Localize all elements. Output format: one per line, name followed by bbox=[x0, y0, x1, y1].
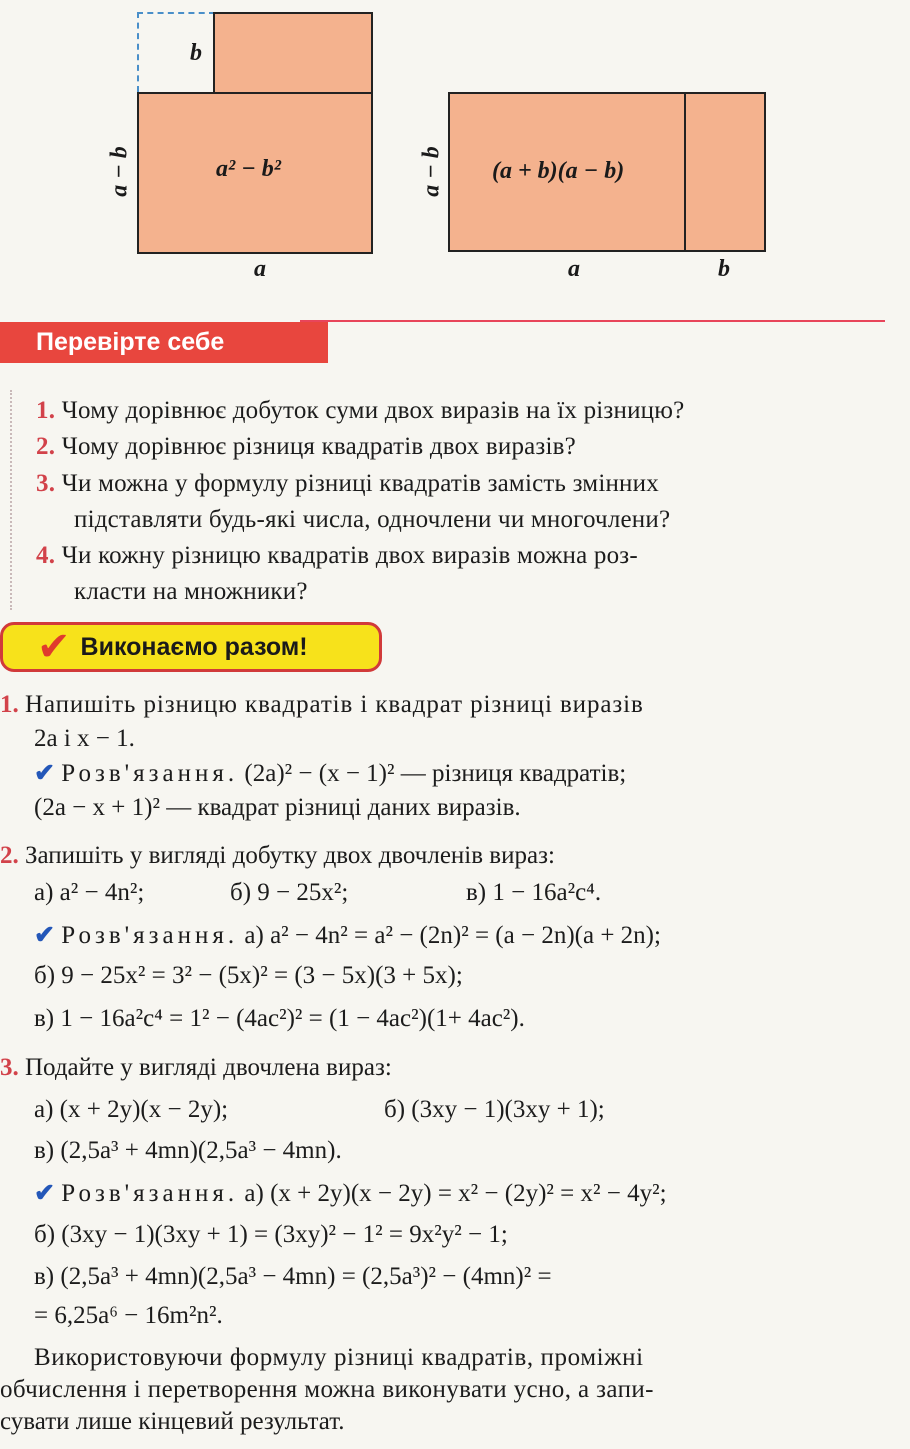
task-3-solution bbox=[34, 1176, 667, 1212]
task-2-item-c: в) 1 − 16a²c⁴. bbox=[466, 879, 602, 906]
check-question-3-cont: підставляти будь-які числа, одночлени чи многочлени? bbox=[74, 506, 671, 533]
solution-word: Розв'язання. bbox=[61, 922, 239, 949]
solution-line: а) (x + 2y)(x − 2y) = x² − (2y)² = x² − 4y²; bbox=[244, 1180, 667, 1207]
solution-word: Розв'язання. bbox=[61, 760, 239, 787]
task-2-solution-c: в) 1 − 16a²c⁴ = 1² − (4ac²)² = (1 − 4ac²)(1+ 4ac²). bbox=[34, 1005, 525, 1032]
task-2-solution-b: б) 9 − 25x² = 3² − (5x)² = (3 − 5x)(3 + 5x); bbox=[34, 962, 463, 989]
check-mark-icon: ✔ bbox=[34, 1180, 55, 1207]
task-3-item-c: в) (2,5a³ + 4mn)(2,5a³ − 4mn). bbox=[34, 1137, 342, 1164]
label-area-right: (a + b)(a − b) bbox=[492, 158, 625, 184]
task-1-solution bbox=[34, 756, 626, 792]
figure-left bbox=[0, 0, 400, 290]
check-question-4-cont: класти на множники? bbox=[74, 578, 308, 605]
label-area-left: a² − b² bbox=[216, 156, 281, 182]
closing-line-3: сувати лише кінцевий результат. bbox=[0, 1408, 345, 1435]
check-question-2 bbox=[36, 430, 576, 464]
task-prompt-line: Подайте у вигляді двочлена вираз: bbox=[25, 1054, 392, 1081]
question-number: 1. bbox=[36, 397, 56, 424]
task-3-item-b: б) (3xy − 1)(3xy + 1); bbox=[384, 1096, 605, 1123]
task-3-solution-b: б) (3xy − 1)(3xy + 1) = (3xy)² − 1² = 9x²y² − 1; bbox=[34, 1221, 508, 1248]
check-mark-icon: ✔ bbox=[34, 922, 55, 949]
solution-line: а) a² − 4n² = a² − (2n)² = (a − 2n)(a + 2n); bbox=[244, 922, 661, 949]
task-3-prompt bbox=[0, 1050, 392, 1086]
label-bottom-right-b: b bbox=[718, 256, 730, 282]
small-square bbox=[213, 12, 373, 94]
dashed-corner bbox=[137, 12, 215, 92]
divider-line bbox=[684, 92, 686, 252]
task-number: 3. bbox=[0, 1054, 19, 1081]
label-bottom-right-a: a bbox=[568, 256, 580, 282]
label-b: b bbox=[190, 40, 202, 66]
task-1-prompt bbox=[0, 687, 644, 723]
side-dots bbox=[10, 390, 20, 610]
check-question-1 bbox=[36, 394, 684, 428]
question-text: Чи можна у формулу різниці квадратів замість змінних bbox=[61, 470, 659, 497]
task-1-solution-cont: (2a − x + 1)² — квадрат різниці даних виразів. bbox=[34, 794, 521, 821]
question-text: Чому дорівнює різниця квадратів двох виразів? bbox=[61, 433, 576, 460]
check-question-4 bbox=[36, 539, 638, 573]
task-3-solution-d: = 6,25a⁶ − 16m²n². bbox=[34, 1302, 223, 1329]
question-number: 2. bbox=[36, 433, 56, 460]
solution-word: Розв'язання. bbox=[61, 1180, 239, 1207]
together-banner bbox=[0, 622, 382, 672]
task-1-prompt-cont: 2a і x − 1. bbox=[34, 725, 135, 752]
task-prompt-line: Запишіть у вигляді добутку двох двочленів вираз: bbox=[25, 842, 555, 869]
check-question-3 bbox=[36, 467, 659, 501]
question-number: 3. bbox=[36, 470, 56, 497]
label-bottom-left: a bbox=[254, 256, 266, 282]
task-3-item-a: а) (x + 2y)(x − 2y); bbox=[34, 1096, 229, 1123]
task-number: 1. bbox=[0, 691, 19, 718]
question-text: Чому дорівнює добуток суми двох виразів на їх різницю? bbox=[61, 397, 685, 424]
section-title: Перевірте себе bbox=[0, 322, 328, 363]
label-side-right: a − b bbox=[418, 146, 445, 197]
closing-line-1: Використовуючи формулу різниці квадратів, проміжні bbox=[34, 1344, 644, 1371]
task-number: 2. bbox=[0, 842, 19, 869]
label-side-left: a − b bbox=[106, 146, 133, 197]
figure-right bbox=[400, 0, 800, 290]
closing-line-2: обчислення і перетворення можна виконувати усно, а запи- bbox=[0, 1376, 654, 1403]
section-divider bbox=[300, 320, 885, 322]
check-mark-icon: ✔ bbox=[34, 760, 55, 787]
task-3-solution-c: в) (2,5a³ + 4mn)(2,5a³ − 4mn) = (2,5a³)² − (4mn)² = bbox=[34, 1263, 552, 1290]
question-number: 4. bbox=[36, 542, 56, 569]
task-2-prompt bbox=[0, 838, 555, 874]
check-mark-icon: ✔ bbox=[37, 625, 71, 669]
solution-line: (2a)² − (x − 1)² — різниця квадратів; bbox=[244, 760, 627, 787]
together-title: Виконаємо разом! bbox=[80, 632, 308, 661]
question-text: Чи кожну різницю квадратів двох виразів можна роз- bbox=[61, 542, 638, 569]
task-2-solution bbox=[34, 918, 661, 954]
task-2-item-a: а) a² − 4n²; bbox=[34, 879, 145, 906]
task-prompt-line: Напишіть різницю квадратів і квадрат різниці виразів bbox=[25, 691, 644, 718]
task-2-item-b: б) 9 − 25x²; bbox=[230, 879, 349, 906]
